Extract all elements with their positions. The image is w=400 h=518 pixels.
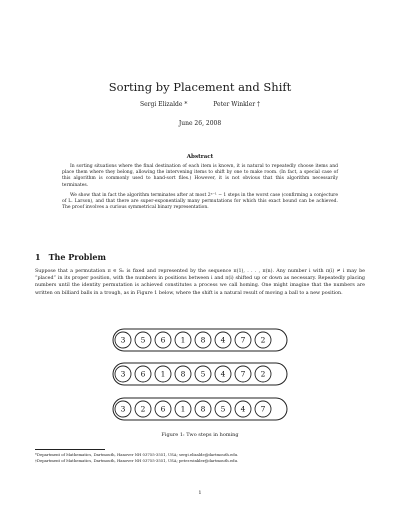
footnote-rule (35, 449, 105, 450)
ball (115, 366, 131, 382)
ball-label: 4 (240, 404, 246, 414)
ball-label: 7 (260, 404, 266, 414)
ball (135, 366, 151, 382)
ball-label: 3 (120, 335, 126, 345)
ball-label: 3 (120, 369, 126, 379)
ball (235, 401, 251, 417)
ball (195, 401, 211, 417)
figure-trough-balls (0, 328, 400, 428)
section-title: The Problem (48, 252, 106, 262)
ball-label: 6 (160, 404, 166, 414)
author-elizalde: Sergi Elizalde * (139, 101, 188, 108)
ball (255, 401, 271, 417)
figure-caption: Figure 1: Two steps in homing (161, 432, 239, 438)
ball-label: 1 (180, 404, 186, 414)
ball (155, 332, 171, 348)
ball-label: 5 (220, 404, 226, 414)
ball (215, 401, 231, 417)
footnote-1: *Department of Mathematics, Dartmouth, Hanover NH 03755-3551, USA; sergi.elizalde@dartmouth.edu. (35, 452, 239, 457)
ball (155, 366, 171, 382)
section-number: 1 (35, 252, 41, 262)
abstract-paragraph-2: We show that in fact the algorithm terminates after at most 2ⁿ⁻¹ − 1 steps in the worst case (confirming a conjecture of L. Larson), and that there are super-exponentially many permutations for which this exact bound can be achieved. The proof involves a curious symmetrical binary representation. (62, 193, 338, 211)
ball-label: 8 (180, 369, 186, 379)
ball-label: 3 (120, 404, 126, 414)
ball-label: 2 (260, 369, 266, 379)
ball (215, 332, 231, 348)
ball-label: 4 (220, 335, 226, 345)
section-heading (35, 252, 106, 262)
ball-label: 8 (200, 335, 206, 345)
footnote-2: †Department of Mathematics, Dartmouth, Hanover NH 03755-3551, USA; peter.winkler@dartmouth.edu. (35, 458, 239, 463)
ball (155, 401, 171, 417)
ball-label: 1 (180, 335, 186, 345)
ball (215, 366, 231, 382)
ball (115, 401, 131, 417)
ball (255, 366, 271, 382)
ball (255, 332, 271, 348)
ball (195, 332, 211, 348)
ball (135, 401, 151, 417)
ball-label: 7 (240, 369, 246, 379)
ball-label: 4 (220, 369, 226, 379)
ball-label: 7 (240, 335, 246, 345)
ball-label: 8 (200, 404, 206, 414)
ball-label: 5 (200, 369, 206, 379)
abstract-paragraph-1: In sorting situations where the final destination of each item is known, it is natural to repeatedly choose items and place them where they belong, allowing the intervening items to shift by one to make room. (In fact, a special case of this algorithm is commonly used to hand-sort files.) However, it is not obvious that this algorithm necessarily terminates. (62, 164, 338, 188)
ball (175, 401, 191, 417)
ball (135, 332, 151, 348)
ball (235, 332, 251, 348)
author-winkler: Peter Winkler † (213, 101, 261, 108)
abstract-heading: Abstract (186, 154, 214, 160)
ball-label: 2 (140, 404, 146, 414)
ball-label: 6 (160, 335, 166, 345)
ball (195, 366, 211, 382)
publication-date: June 26, 2008 (178, 120, 222, 127)
ball-label: 2 (260, 335, 266, 345)
ball (115, 332, 131, 348)
ball (175, 366, 191, 382)
ball-label: 5 (140, 335, 146, 345)
ball-label: 6 (140, 369, 146, 379)
author-list (0, 101, 400, 108)
ball (175, 332, 191, 348)
page-number: 1 (198, 490, 202, 496)
ball-label: 1 (160, 369, 166, 379)
paper-title: Sorting by Placement and Shift (108, 80, 292, 94)
ball (235, 366, 251, 382)
body-paragraph: Suppose that a permutation π ∈ Sₙ is fixed and represented by the sequence π(1), . . . , π(n). Any number i with π(i) ≠ i may be “placed” in its proper position, with the numbers in positions between i and π(i) shifted up or down as necessary. Repeatedly placing numbers until the identity permutation is achieved constitutes a process we call homing. One might imagine that the numbers are written on billiard balls in a trough, as in Figure 1 below, where the shift is a natural result of moving a ball to a new position. (35, 269, 365, 296)
